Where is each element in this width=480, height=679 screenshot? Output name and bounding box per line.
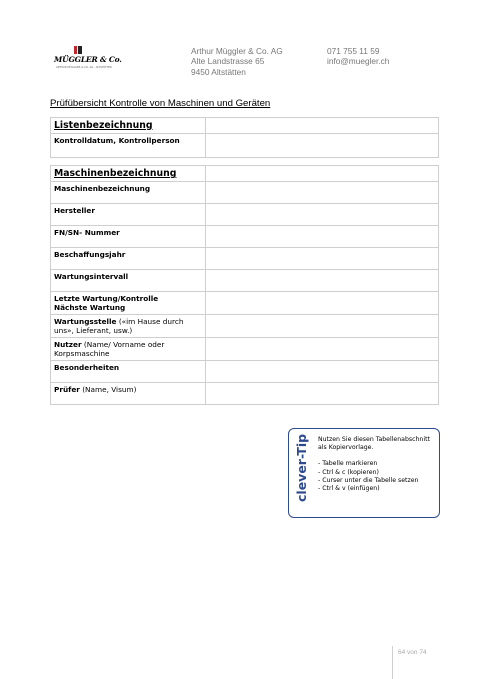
logo-mark	[74, 46, 82, 54]
machine-heading-row	[51, 166, 439, 182]
list-row	[51, 134, 439, 158]
footer-divider	[392, 646, 393, 679]
row-label-text: Maschinenbezeichnung	[54, 184, 151, 193]
row-label	[51, 182, 206, 204]
clever-tip-label: clever-Tip	[294, 433, 309, 502]
list-table	[50, 117, 439, 158]
table-row	[51, 383, 439, 405]
phone: 071 755 11 59	[327, 46, 380, 56]
row-label-note: (Name, Visum)	[79, 385, 137, 394]
row-label	[51, 292, 206, 315]
document-title: Prüfübersicht Kontrolle von Maschinen und Geräten	[50, 98, 271, 109]
table-row	[51, 182, 439, 204]
row-label-text: Beschaffungsjahr	[54, 250, 126, 259]
company-logo	[54, 46, 122, 74]
row-label-note: (Name/ Vorname oder Korpsmaschine	[54, 340, 165, 358]
row-label-text-2: Nächste Wartung	[54, 303, 126, 312]
list-heading-value[interactable]	[205, 118, 438, 134]
contact-block	[327, 46, 389, 67]
row-value[interactable]	[205, 248, 438, 270]
email-link[interactable]: info@muegler.ch	[327, 56, 390, 67]
row-label	[51, 248, 206, 270]
row-label-text: Hersteller	[54, 206, 95, 215]
row-label	[51, 361, 206, 383]
row-label-text: Nutzer	[54, 340, 82, 349]
clever-tip-box	[288, 428, 440, 518]
machine-heading-value[interactable]	[205, 166, 438, 182]
list-row-label: Kontrolldatum, Kontrollperson	[54, 136, 180, 145]
tip-step: - Tabelle markieren	[318, 460, 378, 468]
row-value[interactable]	[205, 270, 438, 292]
tip-step: - Curser unter die Tabelle setzen	[318, 476, 419, 484]
page-number: 64 von 74	[398, 649, 427, 656]
logo-wordmark: MÜGGLER & Co.	[54, 55, 122, 64]
row-label	[51, 338, 206, 361]
list-heading-cell	[51, 118, 206, 134]
row-label-text: Letzte Wartung/Kontrolle	[54, 294, 159, 303]
tip-step: - Ctrl & c (kopieren)	[318, 468, 379, 476]
clever-tip-text	[318, 436, 436, 493]
list-row-value[interactable]	[205, 134, 438, 158]
row-value[interactable]	[205, 383, 438, 405]
row-label-text: Wartungsintervall	[54, 272, 129, 281]
table-row	[51, 248, 439, 270]
tip-intro: Nutzen Sie diesen Tabellenabschnitt als Kopiervorlage.	[318, 436, 430, 452]
street: Alte Landstrasse 65	[191, 56, 265, 67]
row-value[interactable]	[205, 315, 438, 338]
logo-tagline: ARTHUR MÜGGLER & CO. AG · ALTSTÄTTEN	[56, 66, 112, 69]
table-row	[51, 204, 439, 226]
list-row-label-cell	[51, 134, 206, 158]
table-row	[51, 315, 439, 338]
list-heading-row	[51, 118, 439, 134]
table-row	[51, 361, 439, 383]
row-value[interactable]	[205, 226, 438, 248]
table-row	[51, 226, 439, 248]
row-label	[51, 383, 206, 405]
machine-heading: Maschinenbezeichnung	[54, 168, 177, 179]
row-value[interactable]	[205, 338, 438, 361]
machine-heading-cell	[51, 166, 206, 182]
table-row	[51, 270, 439, 292]
company-name: Arthur Müggler & Co. AG	[191, 46, 283, 56]
row-value[interactable]	[205, 182, 438, 204]
row-value[interactable]	[205, 204, 438, 226]
tip-step: - Ctrl & v (einfügen)	[318, 485, 380, 493]
row-label-note: («im Hause durch uns», Lieferant, usw.)	[54, 317, 184, 335]
row-label	[51, 270, 206, 292]
address-block	[191, 46, 283, 77]
row-label-text: Prüfer	[54, 385, 80, 394]
row-label-text: Besonderheiten	[54, 363, 120, 372]
table-row	[51, 338, 439, 361]
row-label-text: FN/SN- Nummer	[54, 228, 120, 237]
row-label	[51, 315, 206, 338]
row-value[interactable]	[205, 292, 438, 315]
row-label	[51, 204, 206, 226]
row-label-text: Wartungsstelle	[54, 317, 117, 326]
row-label	[51, 226, 206, 248]
machine-table	[50, 165, 439, 405]
table-row	[51, 292, 439, 315]
city: 9450 Altstätten	[191, 66, 246, 77]
row-value[interactable]	[205, 361, 438, 383]
list-heading: Listenbezeichnung	[54, 120, 153, 131]
